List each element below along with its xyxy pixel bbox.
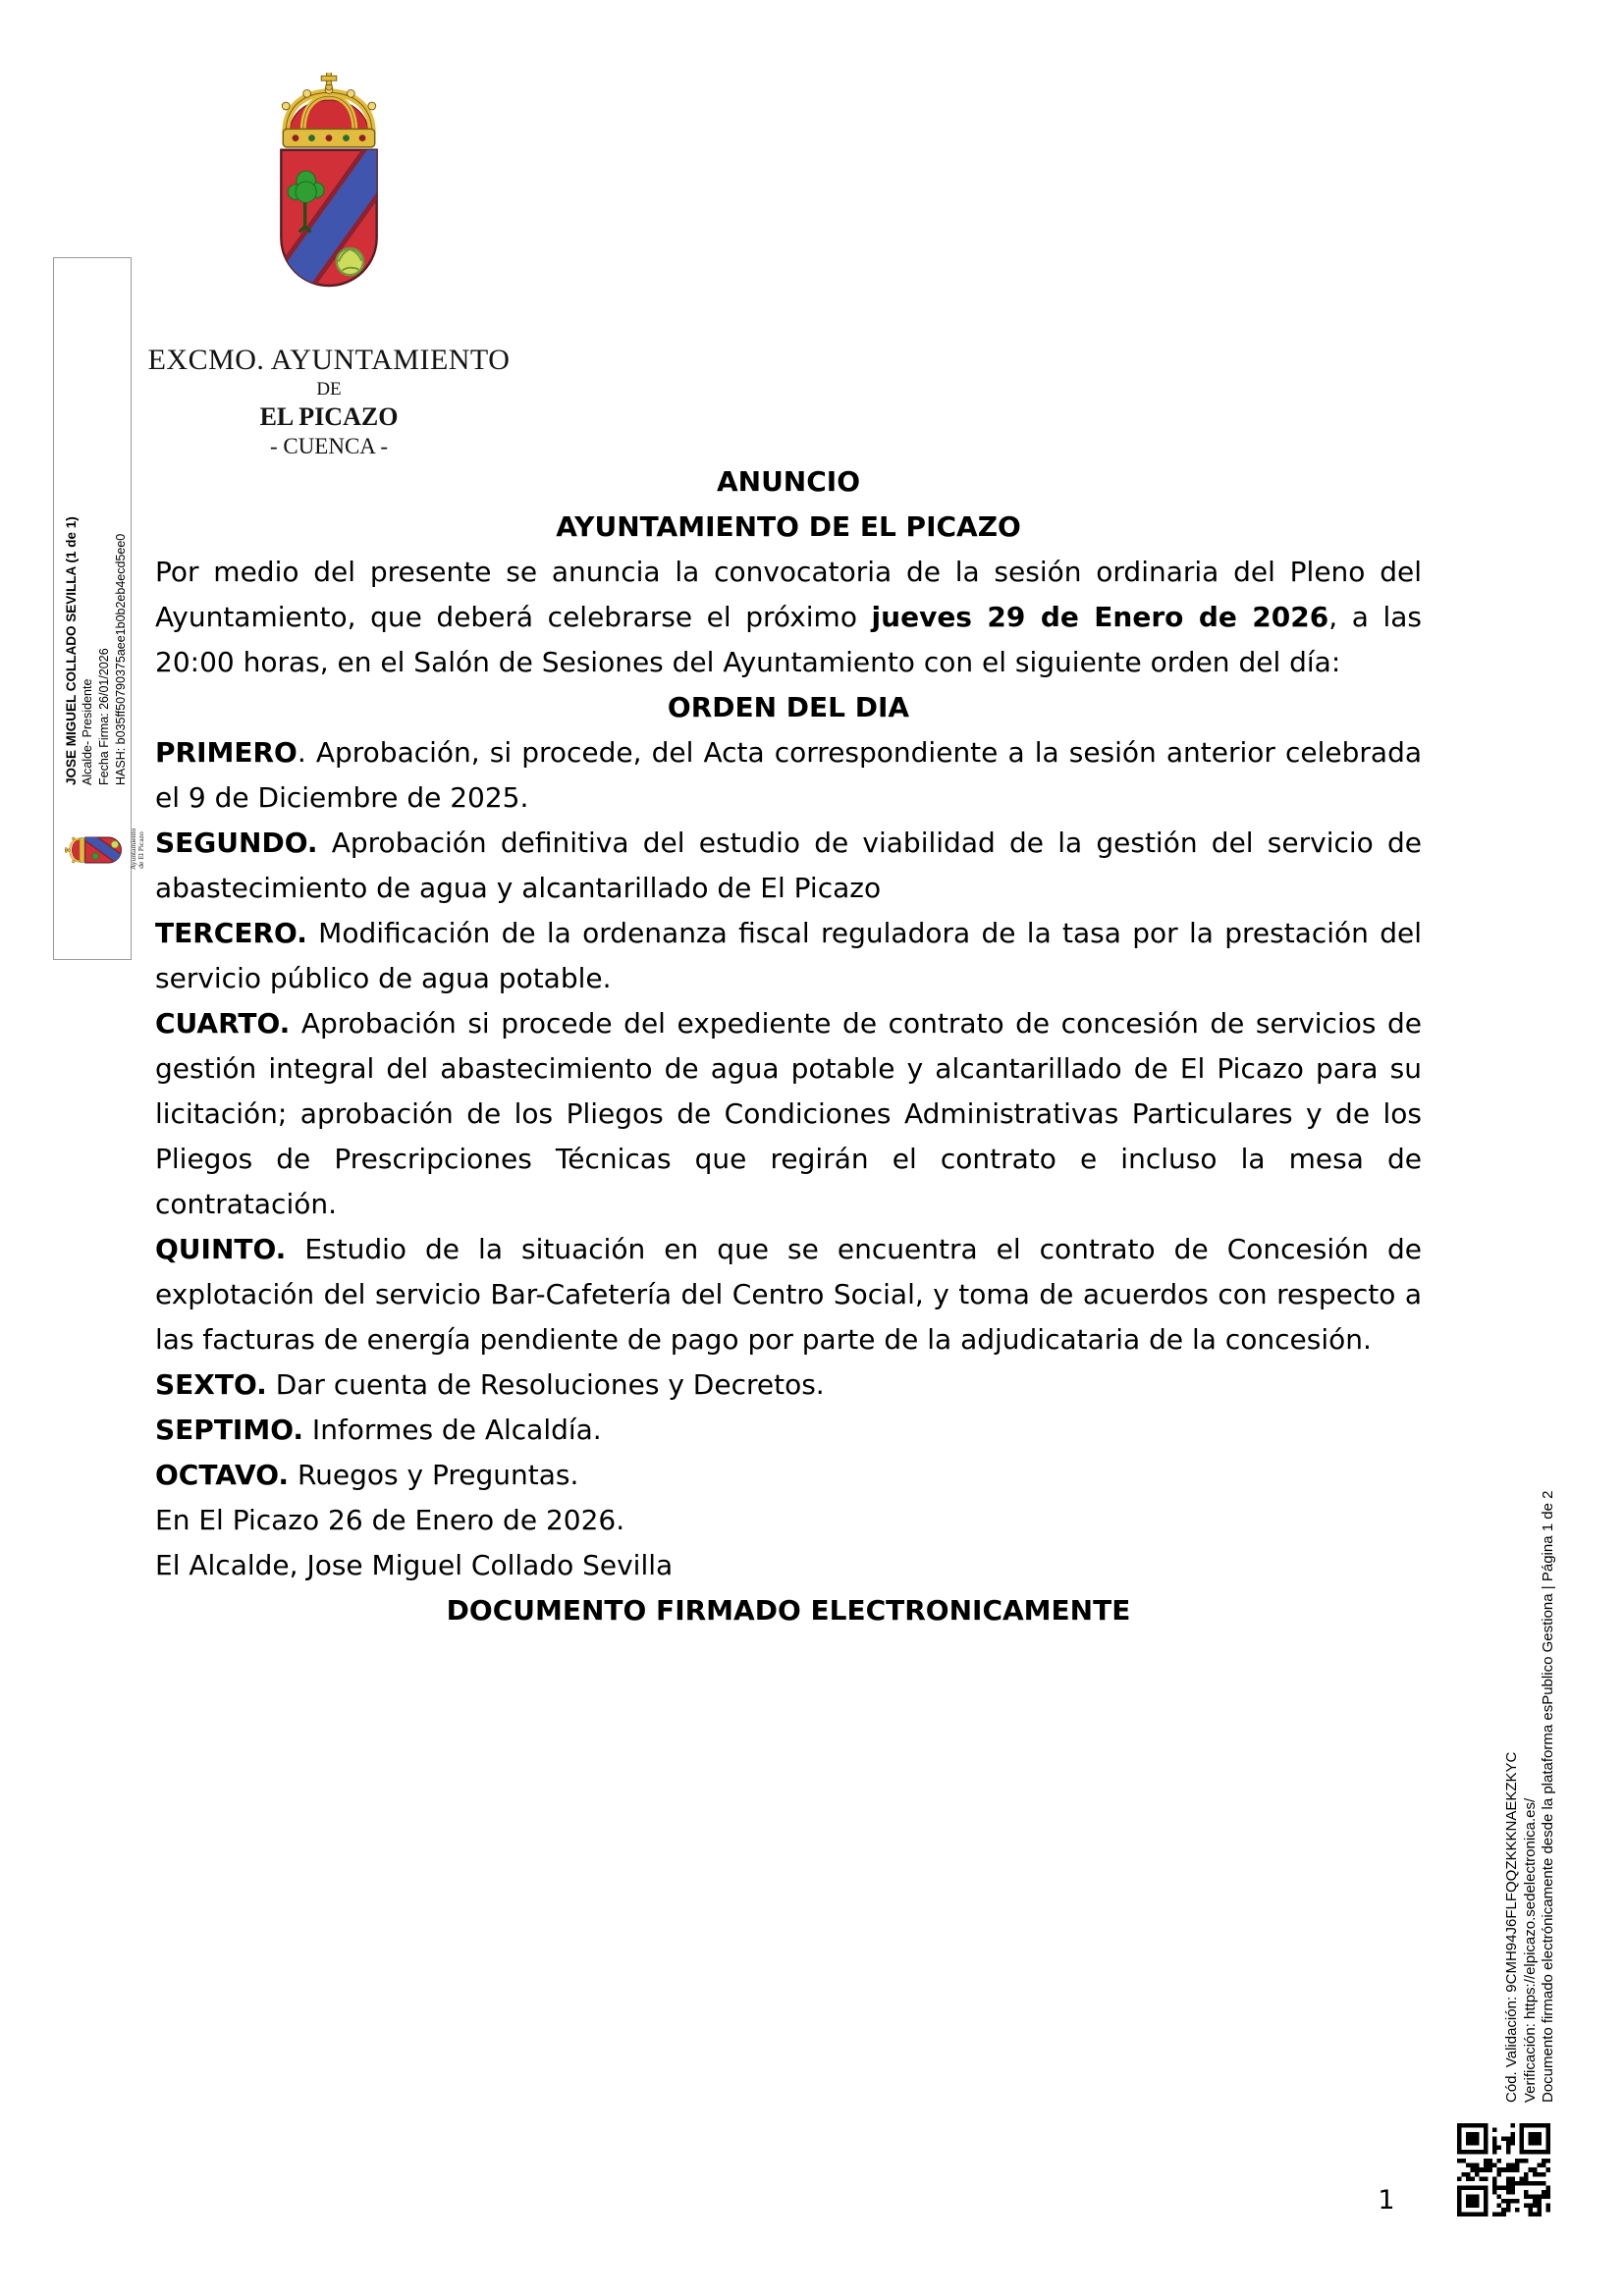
intro-text-before: Por medio del presente se anuncia la convocatoria de la sesión ordinaria del Pleno del Ayuntamiento, que deberá celebrarse el próximo: [155, 556, 1422, 633]
document-title: ANUNCIO: [716, 465, 861, 498]
intro-date-bold: jueves 29 de Enero de 2026: [871, 601, 1329, 633]
org-province: - CUENCA -: [269, 434, 389, 458]
document-body: [155, 459, 1422, 1633]
org-name: EXCMO. AYUNTAMIENTO: [147, 344, 511, 376]
agenda-item-4: [155, 1001, 1422, 1227]
intro-paragraph: [155, 550, 1422, 685]
signature-rotated-text: [63, 461, 130, 785]
platform-note: Documento firmado electrónicamente desde la plataforma esPublico Gestiona | Página 1 de 2: [1540, 1490, 1556, 2103]
agenda-item-7-label: SEPTIMO.: [155, 1414, 304, 1446]
agenda-item-1-text: . Aprobación, si procede, del Acta correspondiente a la sesión anterior celebrada el 9 de Diciembre de 2025.: [155, 736, 1422, 814]
org-town: EL PICAZO: [259, 402, 399, 431]
signature-box-emblem: [65, 830, 145, 870]
signature-date: Fecha Firma: 26/01/2026: [97, 648, 111, 785]
intro-text-after: , a las 20:00 horas, en el Salón de Sesiones del Ayuntamiento con el siguiente orden del día:: [155, 601, 1422, 678]
signer-role: Alcalde- Presidente: [81, 678, 94, 785]
agenda-item-3: [155, 911, 1422, 1001]
emblem-caption-line1: Ayuntamiento: [129, 828, 137, 870]
agenda-item-3-text: Modificación de la ordenanza fiscal reguladora de la tasa por la prestación del servicio público de agua potable.: [155, 917, 1422, 994]
agenda-item-1: [155, 730, 1422, 821]
page-number: 1: [1378, 2185, 1395, 2216]
agenda-item-5-text: Estudio de la situación en que se encuentra el contrato de Concesión de explotación del servicio Bar-Cafetería del Centro Social, y toma de acuerdos con respecto a las facturas de energía pendiente de pago por parte de la adjudicataria de la concesión.: [155, 1233, 1422, 1356]
agenda-item-5: [155, 1227, 1422, 1362]
agenda-item-1-label: PRIMERO: [155, 736, 298, 769]
agenda-item-6: [155, 1362, 1422, 1408]
agenda-item-7: [155, 1408, 1422, 1453]
signer-name: JOSE MIGUEL COLLADO SEVILLA (1 de 1): [64, 516, 79, 785]
verification-url: Verificación: https://elpicazo.sedelectronica.es/: [1521, 1797, 1539, 2103]
signature-hash: HASH: b035ff50790375aee1b0b2eb4ecd5ee0: [114, 533, 128, 785]
signed-electronically-note: DOCUMENTO FIRMADO ELECTRONICAMENTE: [446, 1594, 1131, 1627]
agenda-item-3-label: TERCERO.: [155, 917, 307, 949]
mini-coat-of-arms-icon: [65, 830, 130, 870]
agenda-item-2: [155, 821, 1422, 911]
agenda-item-8-label: OCTAVO.: [155, 1459, 290, 1491]
qr-code-icon: [1457, 2123, 1550, 2216]
validation-sidebar: [1503, 1258, 1558, 2103]
emblem-caption-line2: de El Picazo: [136, 831, 145, 869]
qr-code: [1457, 2123, 1550, 2216]
agenda-item-8-text: Ruegos y Preguntas.: [289, 1459, 579, 1491]
org-de: DE: [316, 379, 342, 400]
agenda-item-6-label: SEXTO.: [155, 1368, 267, 1401]
agenda-item-2-label: SEGUNDO.: [155, 827, 318, 859]
agenda-item-4-label: CUARTO.: [155, 1007, 291, 1040]
validation-code: Cód. Validación: 9CMH94J6FLFQQZKKKNAEKZKYC: [1503, 1751, 1520, 2103]
agenda-item-5-label: QUINTO.: [155, 1233, 287, 1265]
agenda-item-6-text: Dar cuenta de Resoluciones y Decretos.: [266, 1368, 825, 1401]
closing-place-date: En El Picazo 26 de Enero de 2026.: [155, 1504, 625, 1536]
agenda-heading: ORDEN DEL DIA: [667, 691, 910, 723]
closing-signer: El Alcalde, Jose Miguel Collado Sevilla: [155, 1549, 674, 1581]
document-subtitle: AYUNTAMIENTO DE EL PICAZO: [556, 510, 1021, 543]
coat-of-arms: [257, 73, 401, 318]
coat-of-arms-icon: [257, 73, 401, 318]
agenda-item-8: [155, 1453, 1422, 1498]
agenda-item-2-text: Aprobación definitiva del estudio de viabilidad de la gestión del servicio de abastecimiento de agua y alcantarillado de El Picazo: [155, 827, 1422, 904]
agenda-item-7-text: Informes de Alcaldía.: [303, 1414, 602, 1446]
org-header: [128, 344, 530, 461]
agenda-item-4-text: Aprobación si procede del expediente de contrato de concesión de servicios de gestión integral del abastecimiento de agua potable y alcantarillado de El Picazo para su licitación; aprobación de los Pliegos de Condiciones Administrativas Particulares y de los Pliegos de Prescripciones Técnicas que regirán el contrato e incluso la mesa de contratación.: [155, 1007, 1422, 1220]
